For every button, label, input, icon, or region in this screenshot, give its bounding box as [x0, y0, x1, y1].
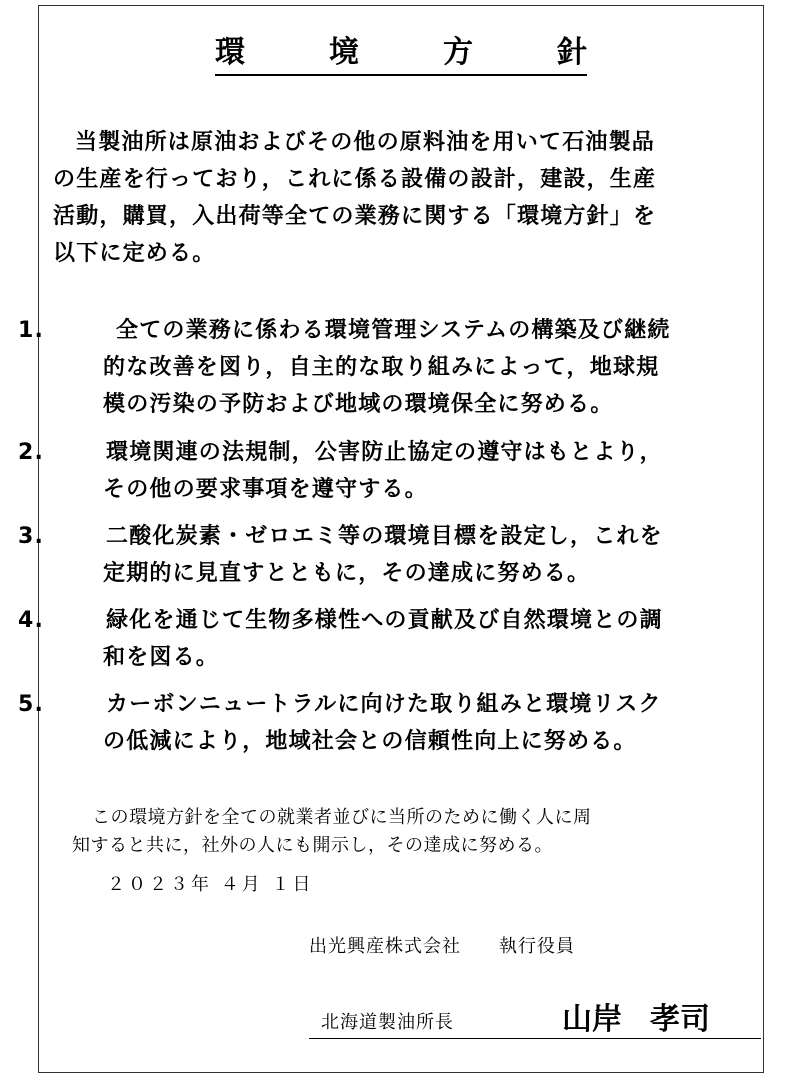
item-line: の低減により，地域社会との信頼性向上に努める。: [103, 729, 637, 754]
company-line: [309, 932, 575, 958]
intro-line: 以下に定める。: [53, 241, 216, 266]
signer-surname: 山岸: [562, 1002, 622, 1037]
policy-item-1: [18, 312, 758, 423]
item-line: 和を図る。: [103, 645, 220, 670]
page-title: [215, 34, 587, 76]
item-line: その他の要求事項を遵守する。: [103, 477, 428, 502]
intro-paragraph: [53, 124, 753, 272]
closing-line: 知すると共に，社外の人にも開示し，その達成に努める。: [72, 835, 553, 856]
item-line: 緑化を通じて生物多様性への貢献及び自然環境との調: [106, 608, 663, 633]
item-line: 定期的に見直すとともに，その達成に努める。: [103, 561, 591, 586]
closing-paragraph: [72, 804, 752, 860]
intro-line: 当製油所は原油およびその他の原料油を用いて石油製品: [75, 130, 656, 155]
item-line: 二酸化炭素・ゼロエミ等の環境目標を設定し，これを: [106, 524, 663, 549]
title-char: 針: [557, 35, 587, 70]
item-line: 的な改善を図り，自主的な取り組みによって，地球規: [103, 355, 660, 380]
item-line: カーボンニュートラルに向けた取り組みと環境リスク: [106, 692, 662, 717]
signer-name: [562, 994, 710, 1038]
title-char: 方: [443, 35, 473, 70]
signature-line: [309, 1002, 761, 1039]
policy-item-4: [18, 602, 758, 676]
intro-line: の生産を行っており，これに係る設備の設計，建設，生産: [53, 167, 657, 192]
policy-item-3: [18, 518, 758, 592]
item-line: 模の汚染の予防および地域の環境保全に努める。: [103, 392, 614, 417]
item-number: 2.: [18, 440, 45, 465]
title-char: 環: [215, 35, 245, 70]
title-char: 境: [329, 35, 359, 70]
item-number: 1.: [18, 318, 45, 343]
company-role: 執行役員: [499, 936, 575, 957]
intro-line: 活動，購買，入出荷等全ての業務に関する「環境方針」を: [53, 204, 657, 229]
signer-given-name: 孝司: [650, 1002, 710, 1037]
issue-date: ２０２３年 ４月 １日: [107, 874, 314, 895]
item-line: 全ての業務に係わる環境管理システムの構築及び継続: [116, 318, 671, 343]
policy-item-2: [18, 434, 758, 508]
item-number: 5.: [18, 692, 45, 717]
item-number: 4.: [18, 608, 45, 633]
item-number: 3.: [18, 524, 45, 549]
policy-item-5: [18, 686, 758, 760]
company-name: 出光興産株式会社: [309, 936, 461, 957]
item-line: 環境関連の法規制，公害防止協定の遵守はもとより，: [106, 440, 663, 465]
closing-line: この環境方針を全ての就業者並びに当所のために働く人に周: [92, 807, 592, 828]
signer-post: 北海道製油所長: [321, 1012, 454, 1033]
